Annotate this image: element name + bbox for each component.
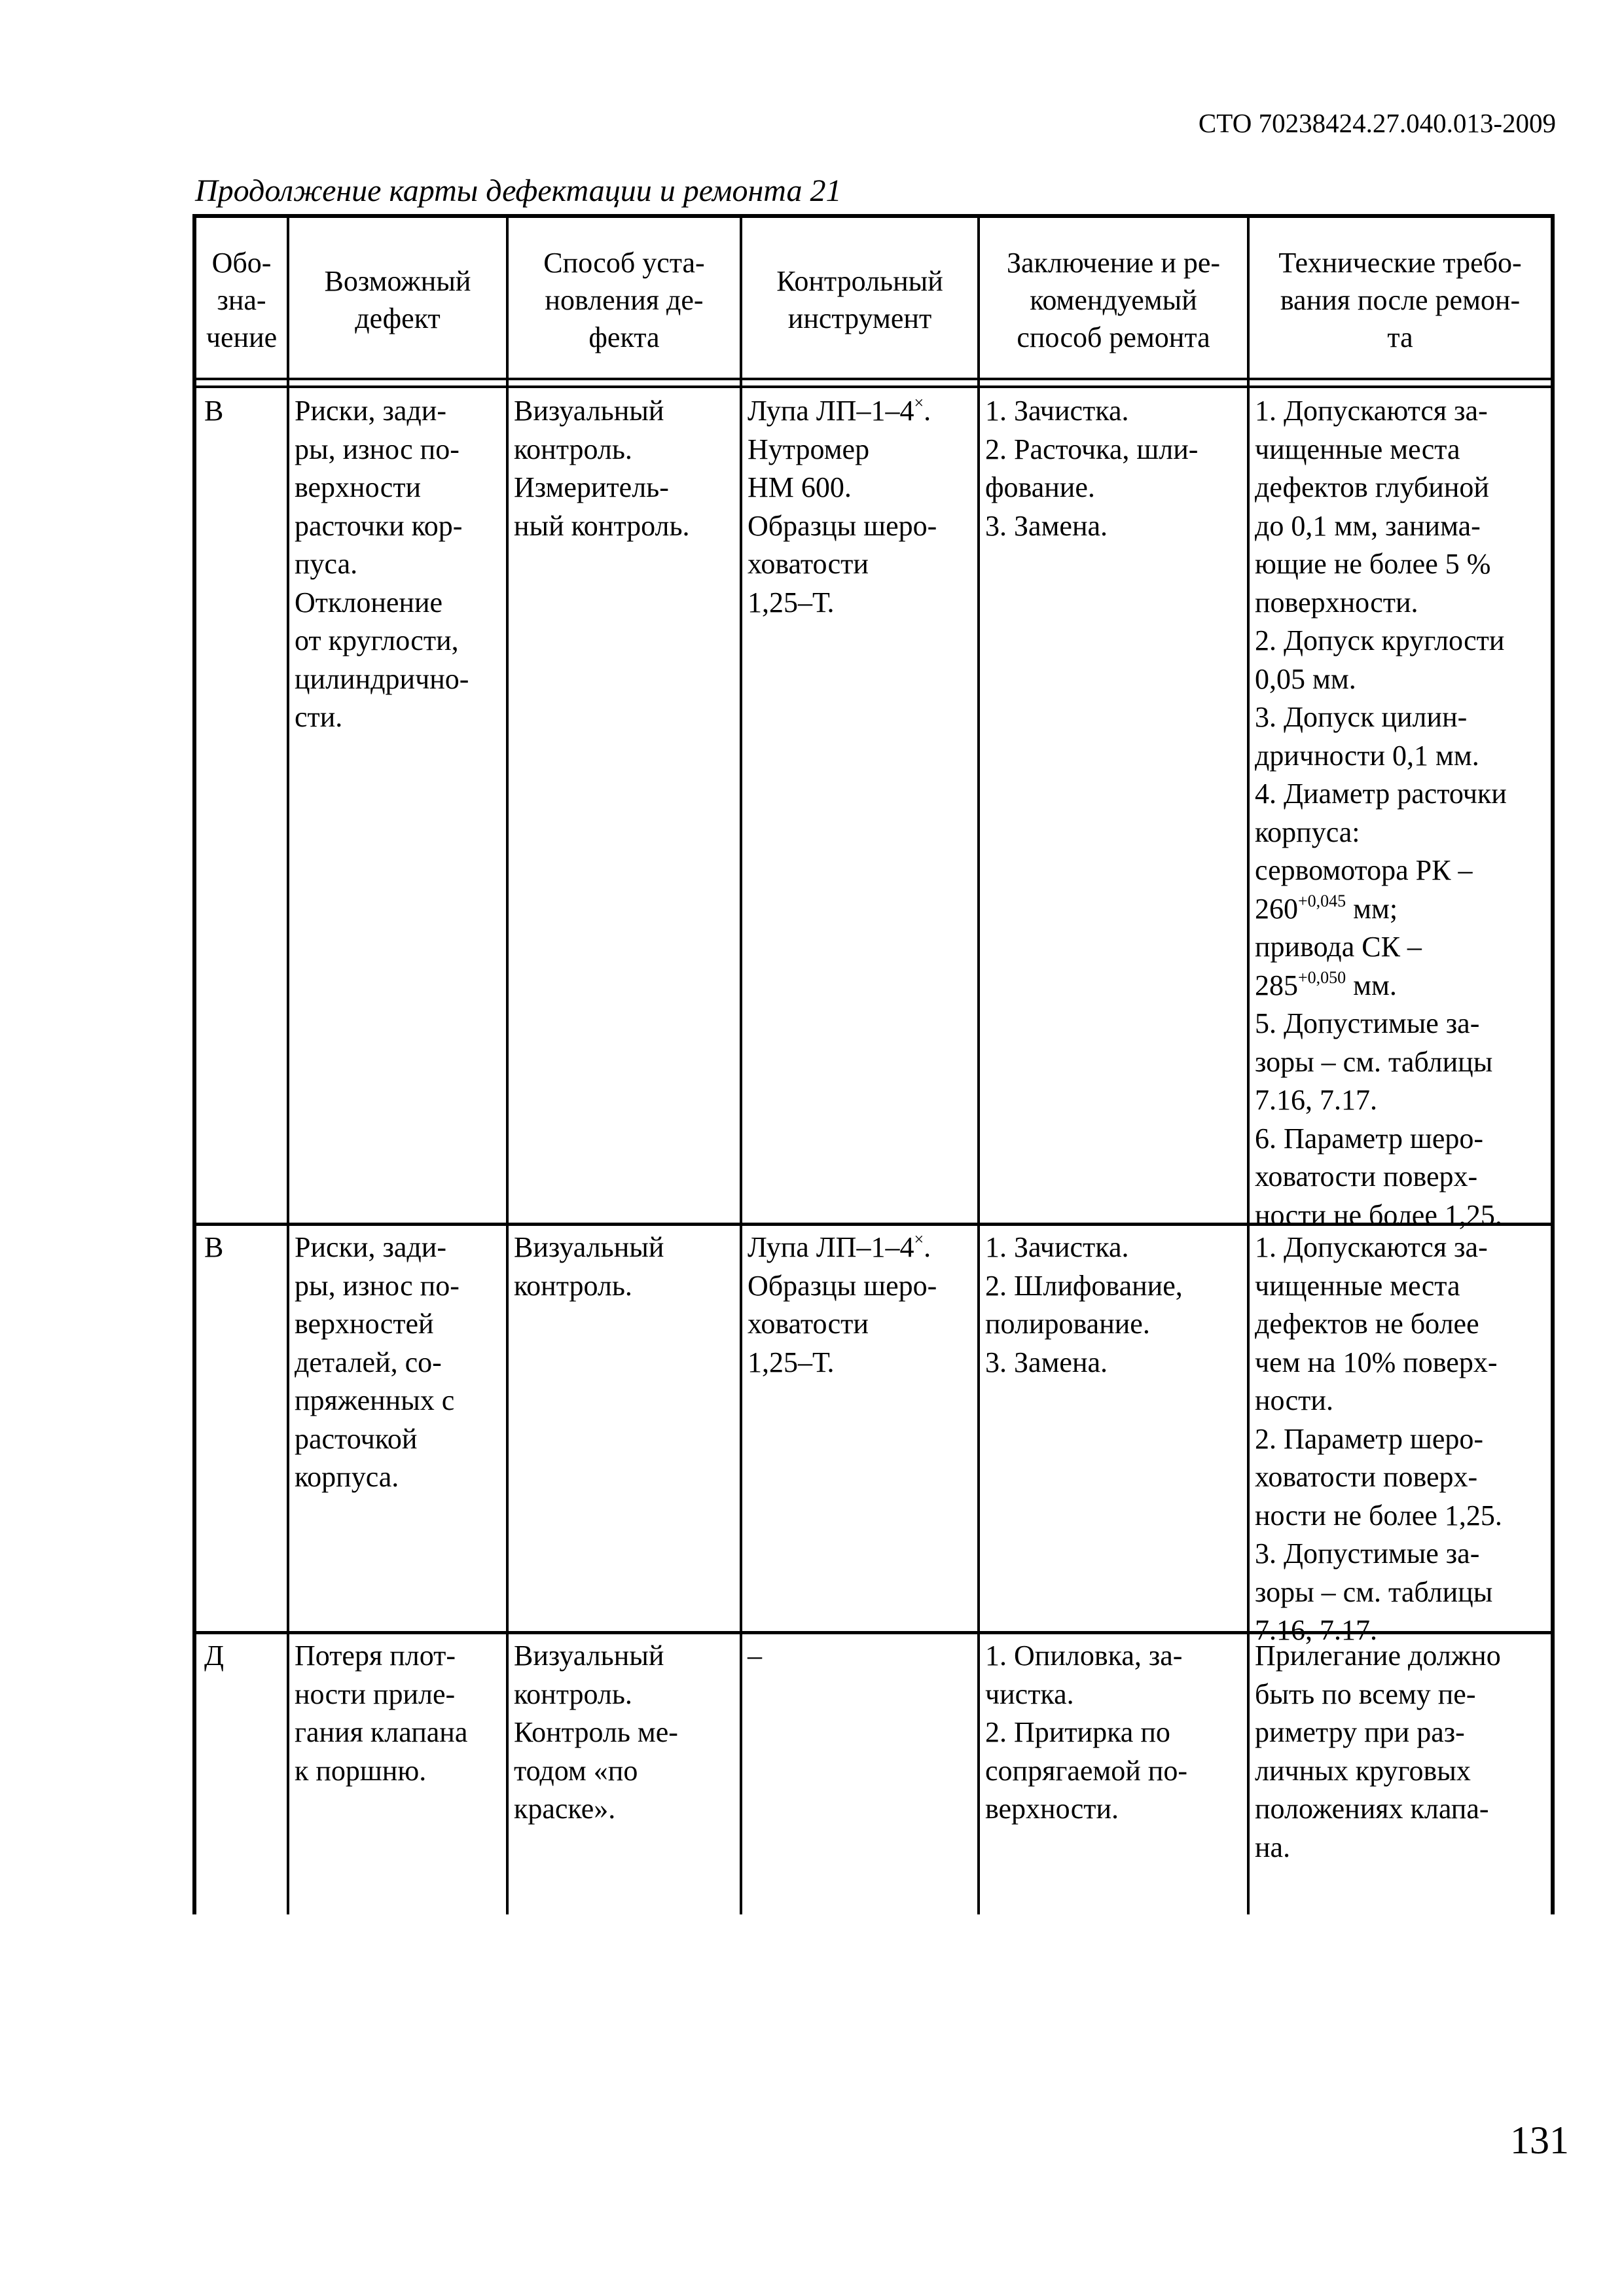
page-number: 131 — [1510, 2119, 1569, 2162]
table-caption: Продолжение карты дефектации и ремонта 21 — [195, 173, 842, 208]
row3-repair: 1. Опиловка, за- чистка. 2. Притирка по сопрягаемой по- верхности. — [985, 1640, 1188, 1825]
row2-instrument: Лупа ЛП–1–4×. Образцы шеро- ховатости 1,25–Т. — [748, 1230, 937, 1378]
header-requirements: Технические требо- вания после ремон- та — [1278, 246, 1522, 353]
row2-defect: Риски, зади- ры, износ по- верхностей деталей, со- пряженных с расточкой корпуса. — [295, 1231, 460, 1493]
header-instrument: Контрольный инструмент — [776, 265, 943, 334]
header-repair: Заключение и ре- комендуемый способ ремонта — [1006, 246, 1221, 353]
row1-instrument: Лупа ЛП–1–4×. Нутромер НМ 600. Образцы шеро- ховатости 1,25–Т. — [748, 393, 937, 619]
defect-table — [192, 214, 1555, 1914]
row1-requirements: 1. Допускаются за- чищенные места дефектов глубиной до 0,1 мм, занима- ющие не более 5 % поверхности. 2. Допуск круглости 0,05 мм. 3. Допуск цилин- дричности 0,1 мм. 4. Диаметр расточки корпуса: сервомотора РК – $260^{+0,045}$ мм; привода СК – $285^{+0,050}$ мм. 5. Допустимые за- зоры – см. таблицы 7.16, 7.17. 6. Параметр шеро- ховатости поверх- ности не более 1,25. — [1255, 395, 1507, 1231]
row2-designation: В — [204, 1231, 224, 1263]
row2-method: Визуальный контроль. — [514, 1231, 664, 1302]
row3-requirements: Прилегание должно быть по всему пе- риметру при раз- личных круговых положениях клапа- на. — [1255, 1640, 1501, 1863]
row1-repair: 1. Зачистка. 2. Расточка, шли- фование. 3. Замена. — [985, 395, 1199, 542]
row1-defect: Риски, зади- ры, износ по- верхности расточки кор- пуса. Отклонение от круглости, цилиндрично- сти. — [295, 395, 469, 733]
row3-instrument: – — [748, 1640, 762, 1672]
header-designation: Обо- зна- чение — [206, 246, 278, 353]
document-code: СТО 70238424.27.040.013-2009 — [1198, 108, 1556, 138]
row2-repair: 1. Зачистка. 2. Шлифование, полирование. 3. Замена. — [985, 1231, 1183, 1378]
header-rule — [196, 378, 1551, 380]
row3-method: Визуальный контроль. Контроль ме- тодом «по краске». — [514, 1640, 678, 1825]
row2-requirements: 1. Допускаются за- чищенные места дефектов не более чем на 10% поверх- ности. 2. Параметр шеро- ховатости поверх- ности не более 1,25. 3. Допустимые за- зоры – см. таблицы 7.16, 7.17. — [1255, 1231, 1502, 1646]
header-method: Способ уста- новления де- фекта — [543, 246, 705, 353]
row3-defect: Потеря плот- ности приле- гания клапана к поршню. — [295, 1640, 468, 1787]
header-rule — [196, 386, 1551, 388]
row3-designation: Д — [204, 1640, 225, 1672]
header-defect: Возможный дефект — [324, 265, 471, 334]
row1-designation: В — [204, 395, 224, 427]
row1-method: Визуальный контроль. Измеритель- ный контроль. — [514, 395, 690, 542]
